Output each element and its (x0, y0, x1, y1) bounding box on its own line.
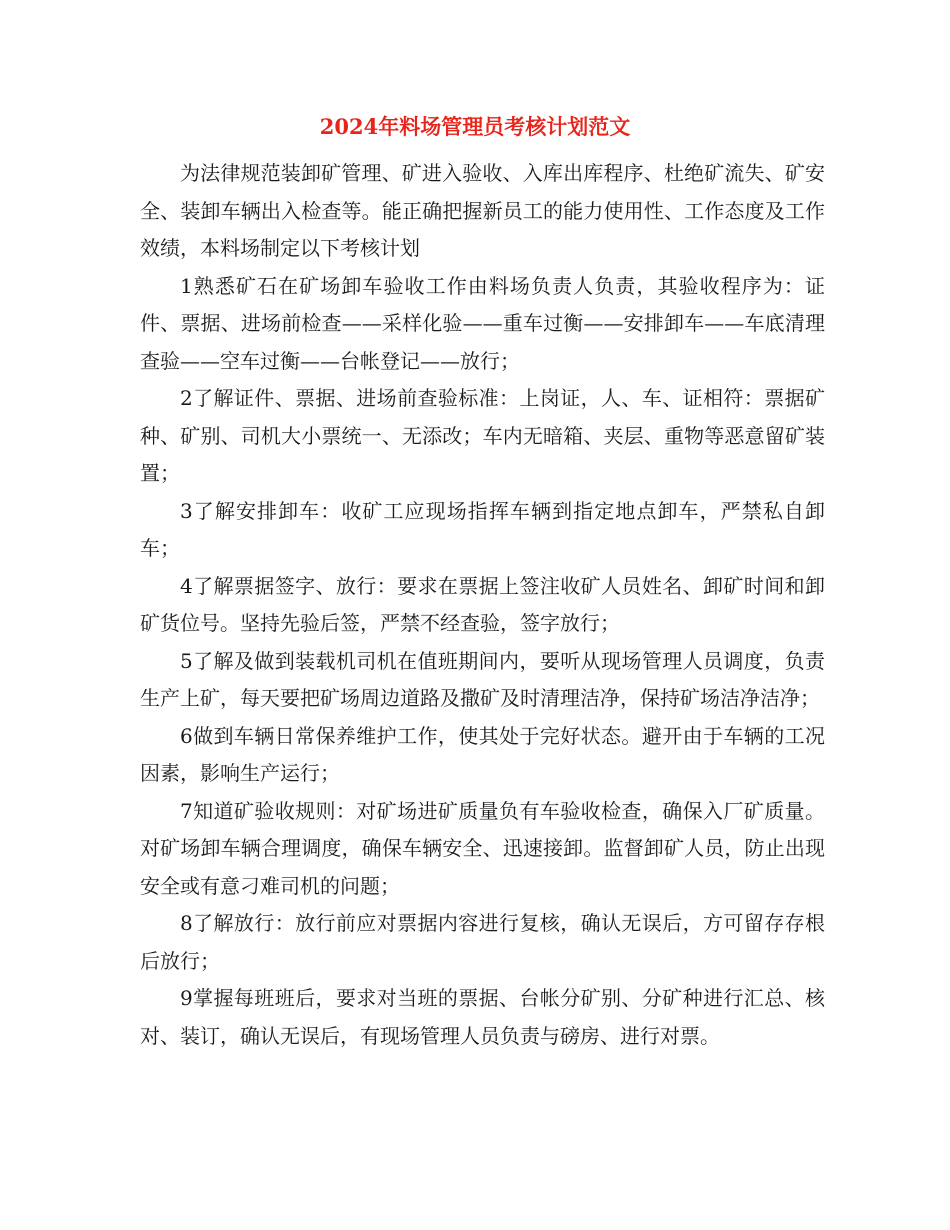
paragraph-item-3: 3了解安排卸车：收矿工应现场指挥车辆到指定地点卸车，严禁私自卸车； (140, 498, 825, 560)
paragraph-item-6: 6做到车辆日常保养维护工作，使其处于完好状态。避开由于车辆的工况因素，影响生产运行； (140, 723, 825, 785)
paragraph-item-7: 7知道矿验收规则：对矿场进矿质量负有车验收检查，确保入厂矿质量。对矿场卸车辆合理调度，确保车辆安全、迅速接卸。监督卸矿人员，防止出现安全或有意刁难司机的问题； (140, 798, 825, 898)
paragraph-item-2: 2了解证件、票据、进场前查验标准：上岗证，人、车、证相符：票据矿种、矿别、司机大小票统一、无添改；车内无暗箱、夹层、重物等恶意留矿装置； (140, 386, 825, 485)
paragraph-item-1: 1熟悉矿石在矿场卸车验收工作由料场负责人负责，其验收程序为：证件、票据、进场前检查——采样化验——重车过衡——安排卸车——车底清理查验——空车过衡——台帐登记——放行； (140, 273, 825, 373)
paragraph-item-4: 4了解票据签字、放行：要求在票据上签注收矿人员姓名、卸矿时间和卸矿货位号。坚持先验后签，严禁不经查验，签字放行； (140, 573, 825, 635)
paragraph-item-5: 5了解及做到装载机司机在值班期间内，要听从现场管理人员调度，负责生产上矿，每天要把矿场周边道路及撒矿及时清理洁净，保持矿场洁净洁净； (140, 648, 825, 710)
document-body (140, 155, 825, 1055)
paragraph-intro: 为法律规范装卸矿管理、矿进入验收、入库出库程序、杜绝矿流失、矿安全、装卸车辆出入检查等。能正确把握新员工的能力使用性、工作态度及工作效绩，本料场制定以下考核计划 (140, 161, 825, 260)
paragraph-item-8: 8了解放行：放行前应对票据内容进行复核，确认无误后，方可留存存根后放行； (140, 911, 825, 973)
paragraph-item-9: 9掌握每班班后，要求对当班的票据、台帐分矿别、分矿种进行汇总、核对、装订，确认无误后，有现场管理人员负责与磅房、进行对票。 (140, 986, 825, 1048)
document-title: 2024年料场管理员考核计划范文 (319, 114, 631, 139)
